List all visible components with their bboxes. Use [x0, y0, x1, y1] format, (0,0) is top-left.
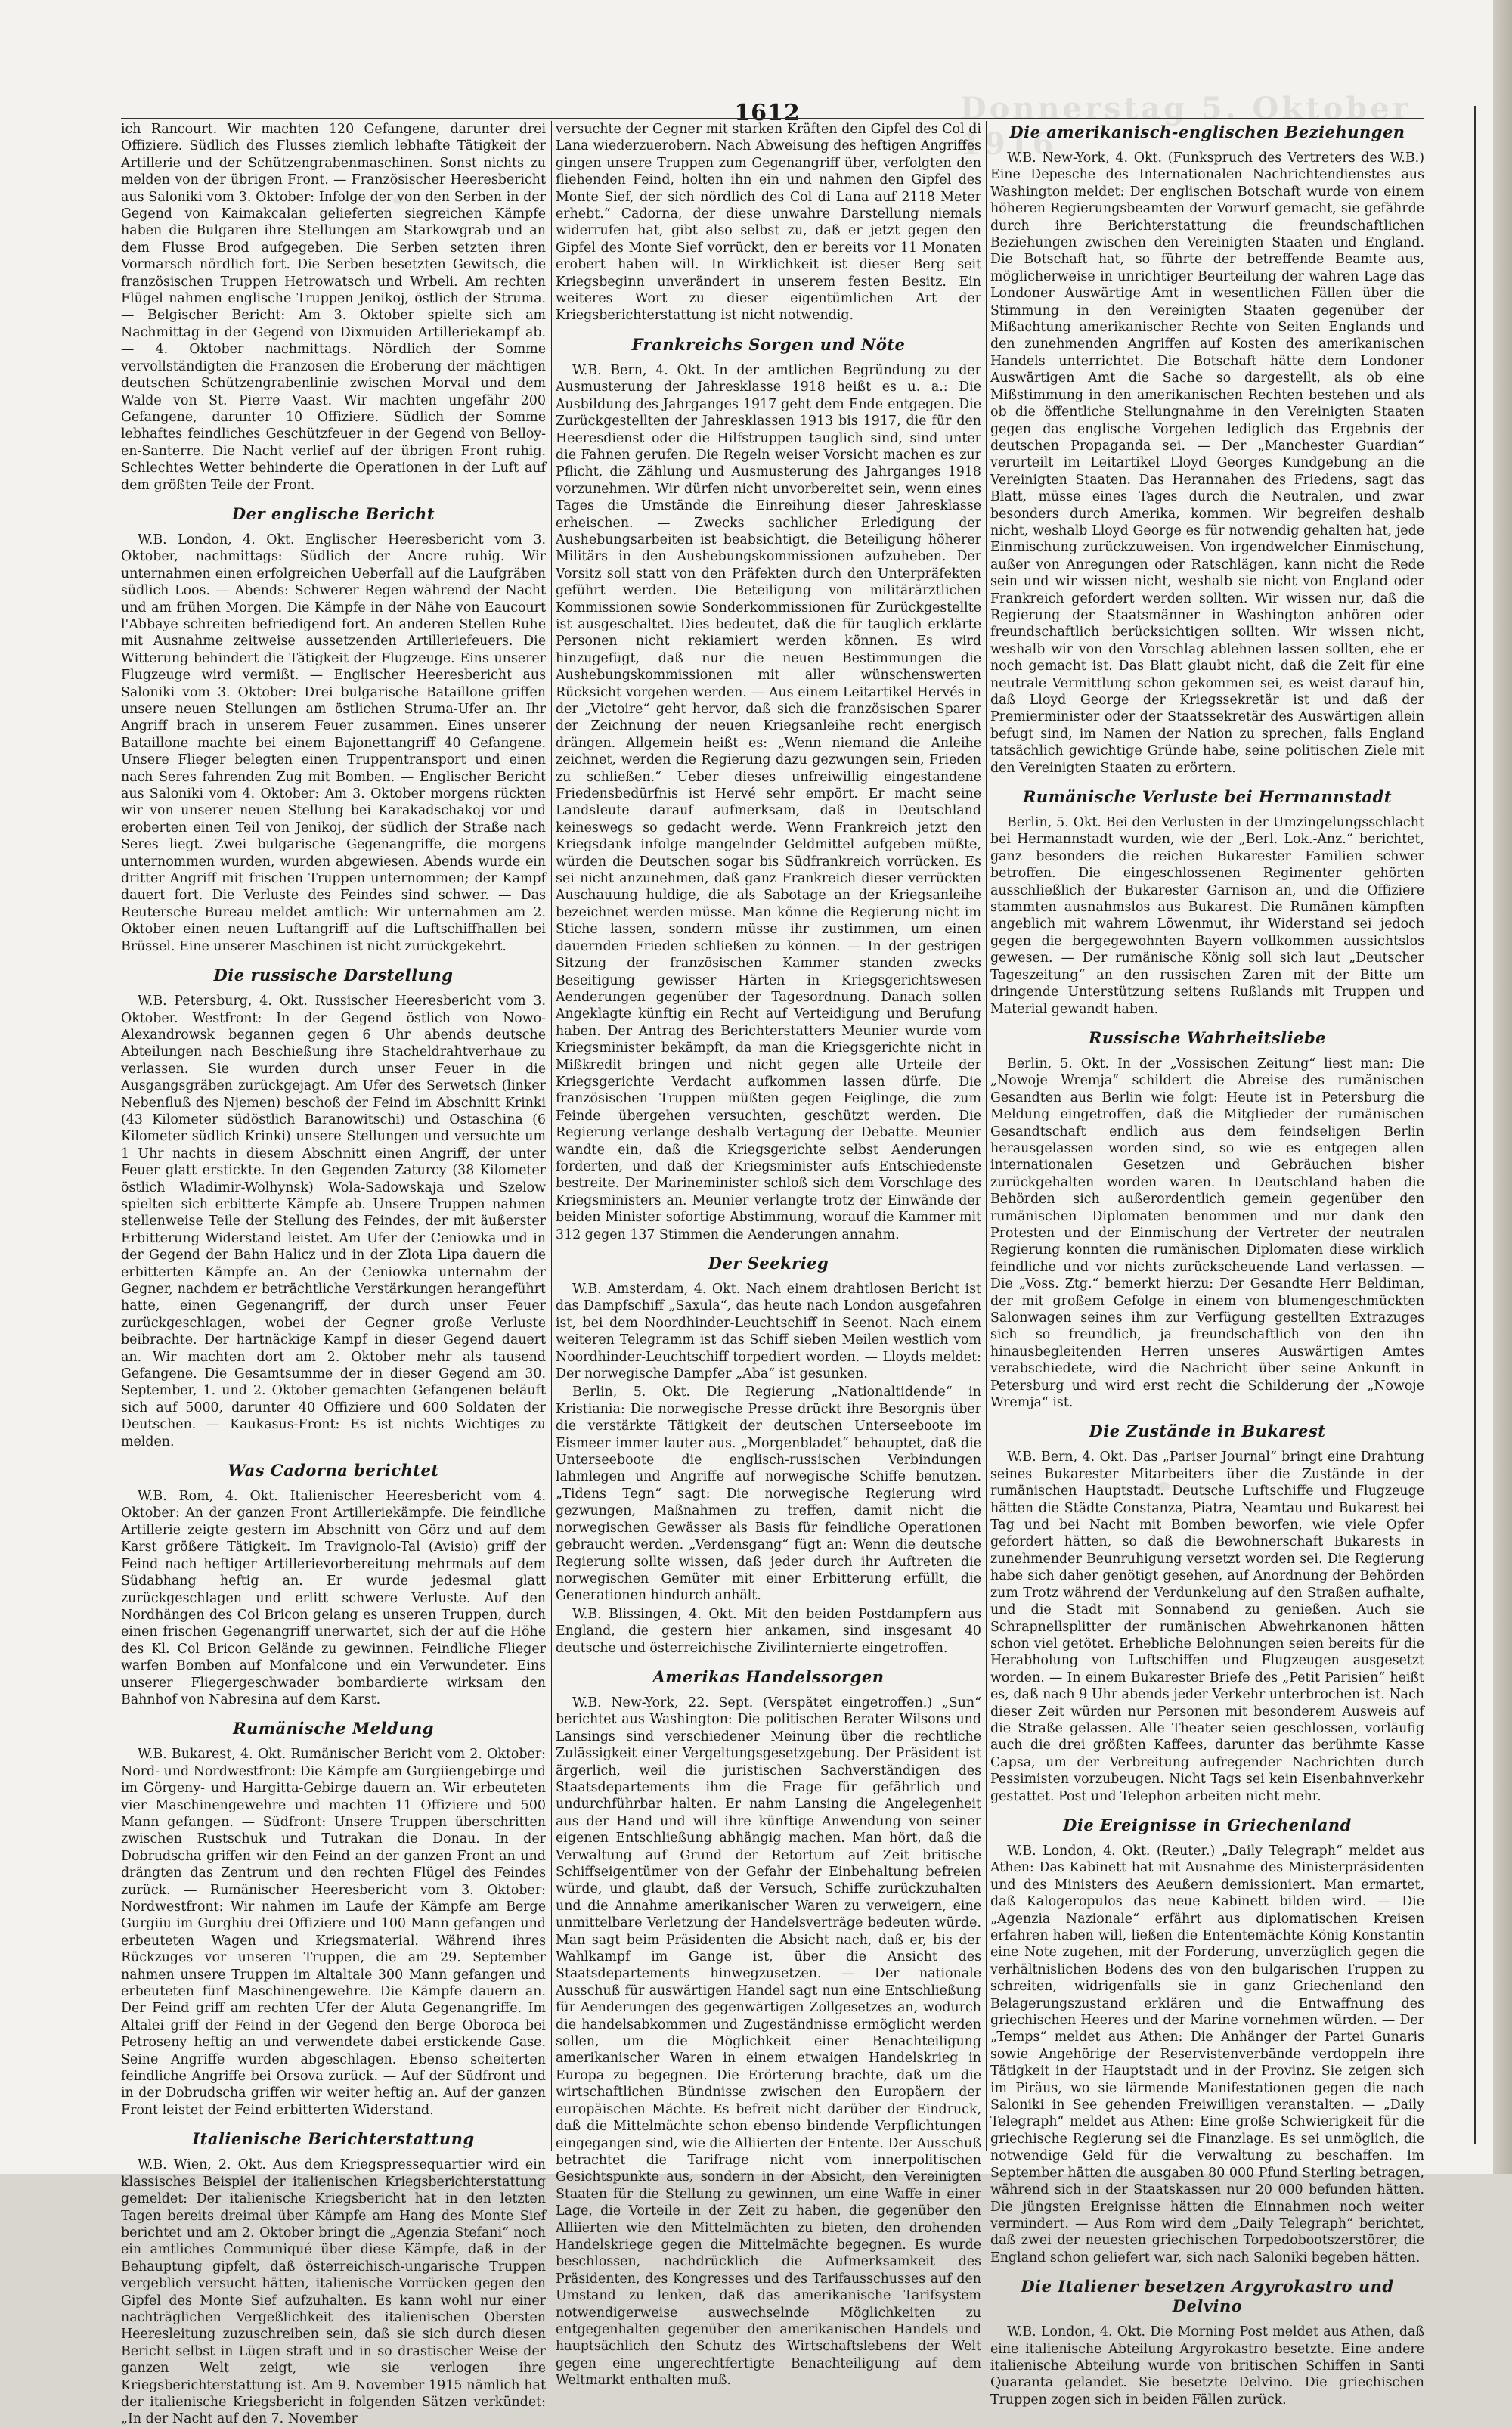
article-headline: Die Italiener besetzen Argyrokastro und Delvino: [1021, 2277, 1394, 2316]
article-headline: Amerikas Handelssorgen: [652, 1667, 885, 1686]
article-headline: Russische Wahrheitsliebe: [1088, 1028, 1327, 1047]
page-number: 1612: [734, 100, 801, 126]
paper-stain: [393, 197, 404, 204]
article-paragraph: W.B. Blissingen, 4. Okt. Mit den beiden Postdampfern aus England, die gestern hier ankamen, sind insgesamt 40 deutsche und österreichische Zivilinternierte eingetroffen.: [556, 1606, 981, 1656]
article-paragraph: W.B. New-York, 4. Okt. (Funkspruch des Vertreters des W.B.) Eine Depesche des Internationalen Nachrichtendienstes aus Washington meldet: Der englischen Botschaft wurde von einem höheren Regierungsbeamten der Vorwurf gemacht, sie gefährde durch ihre Berichterstattung die freundschaftlichen Beziehungen zwischen den Vereinigten Staaten und England. Die Botschaft hat, so führte der betreffende Beamte aus, möglicherweise in unrichtiger Beurteilung der wahren Lage das Londoner Auswärtige Amt in wesentlichen Fällen über die Stimmung in den Vereinigten Staaten gegenüber der Mißachtung amerikanischer Rechte von Seiten Englands und den zunehmenden Angriffen auf Kosten des amerikanischen Handels unterrichtet. Die Botschaft hätte dem Londoner Auswärtigen Amt die Sache so dargestellt, als ob eine Mißstimmung in den amerikanischen Rechten bestehen und als ob die öffentliche Stellungnahme in den Vereinigten Staaten gegen das englische Vorgehen lediglich das Ergebnis der deutschen Propaganda sei. — Der „Manchester Guardian“ verurteilt im Leitartikel Lloyd Georges Kundgebung an die Vereinigten Staaten. Das Herannahen des Friedens, sagt das Blatt, müsse eines Tages durch die Neutralen, und zwar besonders durch Amerika, kommen. Wir begreifen deshalb nicht, weshalb Lloyd George es für notwendig gehalten hat, jede Einmischung zurückzuweisen. Von irgendwelcher Einmischung, außer von Anregungen oder Ratschlägen, kann nicht die Rede sein und wir wissen nicht, weshalb sie nicht von England oder Frankreich gefordert werden sollten. Wir wissen nur, daß die Regierung der Staatsmänner in Washington anhören oder freundschaftlich berücksichtigen sollten. Wir wissen nicht, weshalb wir von den Vorschlag ablehnen lassen sollten, ehe er noch gemacht ist. Das Blatt glaubt nicht, daß die Zeit für eine neutrale Vermittlung schon gekommen sei, es weist darauf hin, daß Lloyd George der Kriegssekretär ist und daß der Premierminister oder der Staatssekretär des Auswärtigen allein befugt sind, im Namen der Nation zu sprechen, falls England tatsächlich gewichtige Gründe habe, seine politischen Ziele mit den Vereinigten Staaten zu erörtern.: [990, 150, 1424, 776]
article-paragraph: ich Rancourt. Wir machten 120 Gefangene, darunter drei Offiziere. Südlich des Flusses ziemlich lebhafte Tätigkeit der Artillerie und der Schützengrabenmaschinen. Sonst nichts zu melden von der übrigen Front. — Französischer Heeresbericht aus Saloniki vom 3. Oktober: Infolge der von den Serben in der Gegend von Kaimakcalan gelieferten siegreichen Kämpfe haben die Bulgaren ihre Stellungen am Starkowgrab und an dem Flusse Brod aufgegeben. Die Serben setzten ihren Vormarsch nördlich fort. Die Serben besetzten Gewitsch, die französischen Truppen Hetrowatsch und Wrbeli. Am rechten Flügel nahmen englische Truppen Jenikoj, östlich der Struma. — Belgischer Bericht: Am 3. Oktober spielte sich am Nachmittag in der Gegend von Dixmuiden Artilleriekampf ab. — 4. Oktober nachmittags. Nördlich der Somme vervollständigten die Franzosen die Eroberung der mächtigen deutschen Schützengrabenlinie zwischen Morval und dem Walde von St. Pierre Vaast. Wir machten ungefähr 200 Gefangene, darunter 10 Offiziere. Südlich der Somme lebhaftes feindliches Geschützfeuer in der Gegend von Belloy-en-Santerre. Die Nacht verlief auf der übrigen Front ruhig. Schlechtes Wetter behinderte die Operationen in der Luft auf dem größten Teile der Front.: [121, 122, 546, 493]
article-headline: Was Cadorna berichtet: [228, 1461, 439, 1481]
article-paragraph: Berlin, 5. Okt. Bei den Verlusten in der Umzingelungsschlacht bei Hermannstadt wurden, wie der „Berl. Lok.-Anz.“ berichtet, ganz besonders die reichen Bukarester Familien schwer betroffen. Die eingeschlossenen Regimenter gehörten ausschließlich der Bukarester Garnison an, und die Offiziere stammten ausnahmslos aus Bukarest. Die Rumänen kämpften angeblich mit wahrem Löwenmut, ihr Widerstand sei jedoch gegen die bergegewohnten Bayern vollkommen aussichtslos gewesen. — Der rumänische König soll sich laut „Deutscher Tageszeitung“ an den russischen Zaren mit der Bitte um dringende Unterstützung seitens Rußlands mit Truppen und Material gewandt haben.: [990, 815, 1424, 1017]
article-headline: Die Ereignisse in Griechenland: [1063, 1815, 1352, 1834]
article-paragraph: Berlin, 5. Okt. Die Regierung „Nationaltidende“ in Kristiania: Die norwegische Presse drückt ihre Besorgnis über die verstärkte Tätigkeit der deutschen Unterseeboote im Eismeer immer lauter aus. „Morgenbladet“ behauptet, daß die Unterseeboote die englisch-russischen Verbindungen lahmlegen und Angriffe auf norwegische Schiffe benutzen. „Tidens Tegn“ sagt: Die norwegische Regierung wird gezwungen, Maßnahmen zu treffen, damit nicht die norwegischen Gewässer als Basis für feindliche Operationen gebraucht werden. „Verdensgang“ fügt an: Wenn die deutsche Regierung sollte wissen, daß jeder durch ihr Auftreten die norwegischen Gemüter mit einer Erbitterung erfüllt, die Generationen hindurch anhält.: [556, 1385, 981, 1604]
page-gutter: [1493, 0, 1512, 2174]
article-headline: Rumänische Meldung: [233, 1719, 434, 1738]
article-paragraph: W.B. Amsterdam, 4. Okt. Nach einem drahtlosen Bericht ist das Dampfschiff „Saxula“, das heute nach London ausgefahren ist, bei dem Noordhinder-Leuchtschiff in Seenot. Nach einem weiteren Telegramm ist das Schiff sieben Meilen westlich vom Noordhinder-Leuchtschiff torpediert worden. — Lloyds meldet: Der norwegische Dampfer „Aba“ ist gesunken.: [556, 1282, 981, 1382]
article-paragraph: W.B. London, 4. Okt. Die Morning Post meldet aus Athen, daß eine italienische Abteilung Argyrokastro besetzte. Eine andere italienische Abteilung wurde von britischen Schiffen in Santi Quaranta gelandet. Sie besetzte Delvino. Die griechischen Truppen zogen sich in beiden Fällen zurück.: [990, 2324, 1424, 2408]
bleed-through-header: Donnerstag 5. Oktober 1916: [960, 91, 1411, 162]
column-3: [990, 121, 1424, 2408]
article-paragraph: W.B. Wien, 2. Okt. Aus dem Kriegspressequartier wird ein klassisches Beispiel der italienischen Kriegsberichterstattung gemeldet: Der italienische Kriegsbericht hat in den letzten Tagen bereits dreimal über Kämpfe am Hang des Monte Sief berichtet und am 2. Oktober bringt die „Agenzia Stefani“ noch ein amtliches Communiqué über diese Kämpfe, daß in der Behauptung gipfelt, daß österreichisch-ungarische Truppen vergeblich versucht hätten, italienische Vorrücken gegen den Gipfel des Monte Sief aufzuhalten. Es kann wohl nur einer nachträglichen Vergeßlichkeit des italienischen Obersten Heeresleitung zuzuschreiben sein, daß sie sich durch diesen Bericht selbst in Lügen straft und in so drastischer Weise der ganzen Welt zeigt, wie sie verlogen ihre Kriegsberichterstattung ist. Am 9. November 1915 nämlich hat der italienische Kriegsbericht in folgenden Sätzen verkündet: „In der Nacht auf den 7. November: [121, 2157, 546, 2427]
article-headline: Der Seekrieg: [708, 1254, 829, 1273]
article-paragraph: versuchte der Gegner mit starken Kräften den Gipfel des Col di Lana wiederzuerobern. Nach Abweisung des heftigen Angriffes gingen unsere Truppen zum Gegenangriff über, verfolgten den fliehenden Feind, holten ihn ein und nahmen den Gipfel des Monte Sief, der sich nördlich des Col di Lana auf 2118 Meter erhebt.“ Cadorna, der diese unwahre Darstellung niemals widerrufen hat, gibt also selbst zu, daß er jetzt gegen den Gipfel des Monte Sief vorrückt, den er bereits vor 11 Monaten erobert haben will. In Wirklichkeit ist dieser Berg seit Kriegsbeginn unverändert in unserem festen Besitz. Ein weiteres Wort zu dieser eigentümlichen Art der Kriegsberichterstattung ist nicht notwendig.: [556, 122, 981, 324]
column-divider: [986, 121, 987, 2151]
article-headline: Die russische Darstellung: [213, 966, 454, 985]
article-paragraph: W.B. Petersburg, 4. Okt. Russischer Heeresbericht vom 3. Oktober. Westfront: In der Gegend östlich von Nowo-Alexandrowsk begannen gegen 6 Uhr abends deutsche Abteilungen nach Beschießung ihre Stacheldrahtverhaue zu verlassen. Sie wurden durch unser Feuer in die Ausgangsgräben zurückgejagt. Am Ufer des Serwetsch (linker Nebenfluß des Njemen) beschoß der Feind im Abschnitt Krinki (43 Kilometer südöstlich Baranowitschi) und Ostaschina (6 Kilometer südlich Krinki) unsere Stellungen und versuchte um 1 Uhr nachts in diesem Abschnitt einen Angriff, der unter Feuer glatt erstickte. In den Gegenden Zaturcy (38 Kilometer östlich Wladimir-Wolhynsk) Wola-Sadowskaja und Szelow spielten sich erbitterte Kämpfe ab. Unsere Truppen nahmen stellenweise Teile der Stellung des Feindes, der mit äußerster Erbitterung Widerstand leistet. Am Ufer der Ceniowka und in der Gegend der Bahn Halicz und in der Zlota Lipa dauern die erbitterten Kämpfe an. An der Ceniowka unternahm der Gegner, nachdem er beträchtliche Verstärkungen herangeführt hatte, einen Gegenangriff, der durch unser Feuer zurückgeschlagen, wobei der Gegner große Verluste beibrachte. Der hartnäckige Kampf in dieser Gegend dauert an. Wir machten dort am 2. Oktober mehr als tausend Gefangene. Die Gesamtsumme der in dieser Gegend am 30. September, 1. und 2. Oktober gemachten Gefangenen beläuft sich auf 5000, darunter 40 Offiziere und 600 Soldaten der Deutschen. — Kaukasus-Front: Es ist nichts Wichtiges zu melden.: [121, 994, 546, 1450]
column-1: [121, 121, 546, 2427]
article-paragraph: Berlin, 5. Okt. In der „Vossischen Zeitung“ liest man: Die „Nowoje Wremja“ schildert die Abreise des rumänischen Gesandten aus Berlin wie folgt: Heute ist in Petersburg die Meldung eingetroffen, daß die Mitglieder der rumänischen Gesandtschaft endlich aus dem feindseligen Berlin herausgelassen worden sind, so wie es entgegen allen internationalen Gesetzen und Gebräuchen bisher zurückgehalten worden waren. In Deutschland haben die Behörden sich außerordentlich gemein gegenüber den rumänischen Diplomaten benommen und nur dank den Protesten und der Einmischung der Vertreter der neutralen Regierung konnten die rumänischen Diplomaten diese wirklich feindliche und vor nichts zurückscheuende Land verlassen. — Die „Voss. Ztg.“ bemerkt hierzu: Der Gesandte Herr Beldiman, der mit großem Gefolge in einem von blumengeschmückten Salonwagen seines ihm zur Verfügung gestellten Extrazuges sich so freundlich, ja freundschaftlich von den ihn hinausbegleitenden Herren unseres Auswärtigen Amtes verabschiedete, wird die Nachricht über seine Ankunft in Petersburg und wird erst recht die Schilderung der „Nowoje Wremja“ ist.: [990, 1056, 1424, 1411]
article-headline: Die Zustände in Bukarest: [1089, 1422, 1326, 1441]
article-headline: Die amerikanisch-englischen Beziehungen: [1009, 122, 1405, 141]
article-headline: Der englische Bericht: [231, 504, 435, 523]
article-headline: Italienische Berichterstattung: [192, 2129, 475, 2149]
column-divider: [551, 121, 552, 2151]
article-paragraph: W.B. London, 4. Okt. (Reuter.) „Daily Telegraph“ meldet aus Athen: Das Kabinett hat mit Ausnahme des Ministerpräsidenten und des Ministers des Aeußern demissioniert. Man ermartet, daß Kalogeropulos das neue Kabinett bilden wird. — Die „Agenzia Nazionale“ erfährt aus diplomatischen Kreisen erfahren haben will, ließen die Ententemächte König Konstantin eine Note zugehen, mit der Forderung, unverzüglich gegen die verhältnislichen Bodens des von den bulgarischen Truppen zu schreiten, widrigenfalls sie in ganz Griechenland den Belagerungszustand erklären und die Entwaffnung des griechischen Heeres und der Marine vornehmen würden. — Der „Temps“ meldet aus Athen: Die Anhänger der Partei Gunaris sowie Angehörige der Reservistenverbände verdoppeln ihre Tätigkeit in der Hauptstadt und in der Provinz. Sie zeigen sich im Piräus, wo sie lärmende Manifestationen gegen die nach Saloniki in See gehenden Freiwilligen veranstalten. — „Daily Telegraph“ meldet aus Athen: Eine große Schwierigkeit für die griechische Regierung sei die Finanzlage. Es sei unmöglich, die notwendige Geld für die Verwaltung zu beschaffen. Im September hätten die ausgaben 80 000 Pfund Sterling betragen, während sich in der Staatskassen nur 20 000 befunden hätten. Die jüngsten Ereignisse hätten die Einnahmen noch weiter vermindert. — Aus Rom wird dem „Daily Telegraph“ berichtet, daß zwei der neuesten griechischen Torpedobootszerstörer, die England schon geliefert war, sich nach Saloniki begeben hätten.: [990, 1843, 1424, 2265]
article-paragraph: W.B. New-York, 22. Sept. (Verspätet eingetroffen.) „Sun“ berichtet aus Washington: Die politischen Berater Wilsons und Lansings sind verschiedener Meinung über die rechtliche Zulässigkeit einer Vergeltungsgesetzgebung. Der Präsident ist ärgerlich, weil die juristischen Sachverständigen des Staatsdepartements ihm die Frage für gefährlich und undurchführbar halten. Er nahm Lansing die Angelegenheit aus der Hand und will ihre künftige Anwendung von seiner eigenen Entschließung abhängig machen. Man hört, daß die Verwaltung auf Grund der Retortum auf Zeit britische Schiffseigentümer von der Gefahr der Einbehaltung befreien würde, und glaubt, daß der Versuch, Schiffe zurückzuhalten und die Annahme amerikanischer Waren zu verweigern, eine unmittelbare Verletzung der Handelsverträge bedeuten würde. Man sagt beim Präsidenten die Absicht nach, daß er, bis der Wahlkampf im Gange ist, über die Ansicht des Staatsdepartements hinwegzusetzen. — Der nationale Ausschuß für auswärtigen Handel sagt nun eine Entschließung für Aenderungen des gegenwärtigen Zollgesetzes an, wodurch die handelsabkommen und Zugeständnisse ermöglicht werden sollen, um die Möglichkeit einer Benachteiligung amerikanischer Waren in einem etwaigen Handelskrieg in Europa zu begegnen. Die Erörterung brachte, daß um die wirtschaftlichen Bündnisse zwischen den Europäern der europäischen Mächte. Es befreit nicht darüber der Eindruck, daß die Mittelmächte schon ebenso bindende Verpflichtungen eingegangen sind, wie die Alliierten der Entente. Der Ausschuß betrachtet die Tarifrage nicht vom innerpolitischen Gesichtspunkte aus, sondern in der Absicht, den Vereinigten Staaten für die Stellung zu gewinnen, um eine Waffe in einer Lage, die Vorteile in der Zeit zu haben, die gegenüber den Alliierten wie den Mittelmächten zu bieten, den drohenden Handelskriege gegen die Mittelmächte begegnen. Es wurde beschlossen, nachdrücklich die Aufmerksamkeit des Präsidenten, des Kongresses und des Tarifausschusses auf den Umstand zu lenken, daß das amerikanische Tarifsystem notwendigerweise auswechselnde Möglichkeiten zu entgegenhalten gegenüber den amerikanischen Handels und hauptsächlich den Schutz des Wirtschaftslebens der Welt gegen eine ungerechtfertigte Benachteiligung auf dem Weltmarkt enthalten muß.: [556, 1695, 981, 2389]
article-paragraph: W.B. Bern, 4. Okt. In der amtlichen Begründung zu der Ausmusterung der Jahresklasse 1918 heißt es u. a.: Die Ausbildung des Jahrganges 1917 geht dem Ende entgegen. Die Zurückgestellten der Jahresklassen 1913 bis 1917, die für den Heeresdienst oder die Hilfstruppen tauglich sind, sind unter die Fahnen gerufen. Die Regeln weiser Vorsicht machen es zur Pflicht, die Zählung und Ausmusterung des Jahrganges 1918 vorzunehmen. Wir dürfen nicht unvorbereitet sein, wenn eines Tages die Umstände die Einreihung dieser Jahresklasse erheischen. — Zwecks sachlicher Erledigung der Aushebungsarbeiten ist beabsichtigt, die Beteiligung höherer Militärs in den Aushebungskommissionen aufzuheben. Der Vorsitz soll statt von den Präfekten durch den Unterpräfekten geführt werden. Die Beteiligung von militärärztlichen Kommissionen sowie Sonderkommissionen für Zurückgestellte ist ausgeschaltet. Dies bedeutet, daß die für tauglich erklärte Personen nicht rekiamiert werden können. Es wird hinzugefügt, daß nur die neuen Bestimmungen die Aushebungskommissionen mit aller wünschenswerten Rücksicht vorgehen werden. — Aus einem Leitartikel Hervés in der „Victoire“ geht hervor, daß sich die französischen Sparer der Zeichnung der neuen Kriegsanleihe recht energisch drängen. Allgemein heißt es: „Wenn niemand die Anleihe zeichnet, werden die Regierung dazu gezwungen sein, Frieden zu schließen.“ Ueber dieses unfreiwillig eingestandene Friedensbedürfnis ist Hervé sehr empört. Er macht seine Landsleute darauf aufmerksam, daß in Deutschland keineswegs so gedacht werde. Wenn Frankreich jetzt den Kriegsdank infolge mangelnder Geldmittel aufgeben müßte, würden die Deutschen sogar bis Südfrankreich vorrücken. Es sei nicht anzunehmen, daß ganz Frankreich dieser verrückten Auschauung huldige, die als Sabotage an der Kriegsanleihe bezeichnet werden müsse. Man könne die Regierung nicht im Stiche lassen, sondern müsse ihr zustimmen, um einen dauernden Frieden schließen zu können. — In der gestrigen Sitzung der französischen Kammer standen zwecks Beseitigung gewisser Härten in Kriegsgerichtswesen Aenderungen gegenüber der Tagesordnung. Danach sollen Angeklagte künftig ein Recht auf Verteidigung und Berufung haben. Der Antrag des Berichterstatters Meunier wurde vom Kriegsminister bekämpft, da man die Kriegsgerichte nicht in Mißkredit bringen und nicht gegen alle Urteile der Kriegsgerichte Verdacht aufkommen lassen dürfe. Die französischen Truppen müßten gegen Feiglinge, die zum Feinde übergehen versuchten, geschützt werden. Die Regierung verlange deshalb Vertagung der Debatte. Meunier wandte ein, daß die Kriegsgerichte selbst Aenderungen forderten, und daß der Kriegsminister aufs Entschiedenste bestreite. Der Marineminister schloß sich dem Vorschlage des Kriegsministers an. Meunier verlangte trotz der Einwände der beiden Minister sofortige Abstimmung, worauf die Kammer mit 312 gegen 137 Stimmen die Aenderungen annahm.: [556, 362, 981, 1242]
facing-page-edge: [1474, 106, 1494, 2144]
column-2: [556, 121, 981, 2389]
article-headline: Frankreichs Sorgen und Nöte: [631, 334, 906, 354]
article-paragraph: W.B. Bukarest, 4. Okt. Rumänischer Bericht vom 2. Oktober: Nord- und Nordwestfront: Die Kämpfe am Gurgiiengebirge und im Görgeny- und Hargitta-Gebirge dauern an. Wir erbeuteten vier Maschinengewehre und machten 11 Offiziere und 500 Mann gefangen. — Südfront: Unsere Truppen überschritten zwischen Rustschuk und Tutrakan die Donau. In der Dobrudscha griffen wir den Feind an der ganzen Front an und drängten das Zentrum und den rechten Flügel des Feindes zurück. — Rumänischer Heeresbericht vom 3. Oktober: Nordwestfront: Wir nahmen im Laufe der Kämpfe am Berge Gurgiiu im Gurghiu drei Offiziere und 100 Mann gefangen und erbeuteten Wagen und Kriegsmaterial. Während ihres Rückzuges vor unseren Truppen, die am 29. September nahmen unsere Truppen im Altaltale 300 Mann gefangen und erbeuteten fünf Maschinengewehre. Die Kämpfe dauern an. Der Feind griff am rechten Ufer der Aluta Gegenangriffe. Im Altalei griff der Feind in der Gegend den Berge Oboroca bei Petroseny heftig an und verwendete dabei erstickende Gase. Seine Angriffe wurden abgeschlagen. Ebenso scheiterten feindliche Angriffe bei Orsova zurück. — Auf der Südfront und in der Dobrudscha griffen wir weiter heftig an. Auf der ganzen Front leistet der Feind erbitterten Widerstand.: [121, 1747, 546, 2118]
article-headline: Rumänische Verluste bei Hermannstadt: [1022, 787, 1393, 807]
article-paragraph: W.B. London, 4. Okt. Englischer Heeresbericht vom 3. Oktober, nachmittags: Südlich der Ancre ruhig. Wir unternahmen einen erfolgreichen Ueberfall auf die Laufgräben südlich Loos. — Abends: Schwerer Regen während der Nacht und am frühen Morgen. Die Kämpfe in der Nähe von Eaucourt l'Abbaye schreiten befriedigend fort. An anderen Stellen Ruhe mit Ausnahme zeitweise aussetzenden Artilleriefeuers. Die Witterung behindert die Tätigkeit der Flugzeuge. Eins unserer Flugzeuge wird vermißt. — Englischer Heeresbericht aus Saloniki vom 3. Oktober: Drei bulgarische Bataillone griffen unsere neuen Stellungen am östlichen Struma-Ufer an. Ihr Angriff brach in unserem Feuer zusammen. Eines unserer Bataillone machte bei einem Bajonettangriff 40 Gefangene. Unsere Flieger belegten einen Truppentransport und einen nach Seres fahrenden Zug mit Bomben. — Englischer Bericht aus Saloniki vom 4. Oktober: Am 3. Oktober morgens rückten wir von unserer neuen Stellung bei Karakadschakoj vor und eroberten einen Teil von Jenikoj, der südlich der Straße nach Seres liegt. Zwei bulgarische Gegenangriffe, die morgens unternommen wurden, wurden abgewiesen. Abends wurde ein dritter Angriff mit frischen Truppen unternommen; der Kampf dauert fort. Die Verluste des Feindes sind schwer. — Das Reutersche Bureau meldet amtlich: Wir unternahmen am 2. Oktober einen neuen Luftangriff auf die Luftschiffhallen bei Brüssel. Eine unserer Maschinen ist nicht zurückgekehrt.: [121, 532, 546, 954]
header-rule: [121, 118, 1424, 119]
article-paragraph: W.B. Bern, 4. Okt. Das „Pariser Journal“ bringt eine Drahtung seines Bukarester Mitarbeiters über die Zustände in der rumänischen Hauptstadt. Deutsche Luftschiffe und Flugzeuge hätten die Städte Constanza, Piatra, Neamtau und Bukarest bei Tag und bei Nacht mit Bomben beworfen, wie viele Opfer gefordert hätten, so daß die Bewohnerschaft Bukarests in zunehmender Beunruhigung versetzt worden sei. Die Regierung habe sich daher genötigt gesehen, auf Anordnung der Behörden zum Trotz während der Verdunkelung auf den Straßen aufhalte, und die Stadt mit Sonnabend zu genießen. Auch sie Schrapnellsplitter der rumänischen Abwehrkanonen hätten schon viel getötet. Erhebliche Belohnungen seien bereits für die Herabholung von Luftschiffen und Flugzeugen ausgesetzt worden. — In einem Bukarester Briefe des „Petit Parisien“ heißt es, daß nach 9 Uhr abends jeder Verkehr unterbrochen ist. Nach dieser Zeit würden nur Personen mit besonderem Ausweis auf die Straße gelassen. Alle Theater seien geschlossen, vorläufig auch die drei größten Kaffees, darunter das berühmte Kasse Capsa, um der Verbreitung aufregender Nachrichten durch Pessimisten vorzubeugen. Nicht Tags sei kein Eisenbahnverkehr gestattet. Post und Telephon arbeiten nicht mehr.: [990, 1450, 1424, 1804]
article-paragraph: W.B. Rom, 4. Okt. Italienischer Heeresbericht vom 4. Oktober: An der ganzen Front Artilleriekämpfe. Die feindliche Artillerie zeigte gestern im Abschnitt von Görz und auf dem Karst größere Tätigkeit. Im Travignolo-Tal (Avisio) griff der Feind nach heftiger Artillerievorbereitung mehrmals auf dem Südabhang heftig an. Er wurde jedesmal glatt zurückgeschlagen und erlitt schwere Verluste. Auf den Nordhängen des Col Bricon gelang es unseren Truppen, durch einen frischen Gegenangriff unerwartet, sich der auf die Höhe des Kl. Col Bricon Gelände zu gewinnen. Feindliche Flieger warfen Bomben auf Monfalcone und ein Verwundeter. Eins unserer Fliegergeschwader bombardierte wirksam den Bahnhof von Nabresina auf dem Karst.: [121, 1489, 546, 1707]
paper-stain: [1157, 1482, 1170, 1491]
